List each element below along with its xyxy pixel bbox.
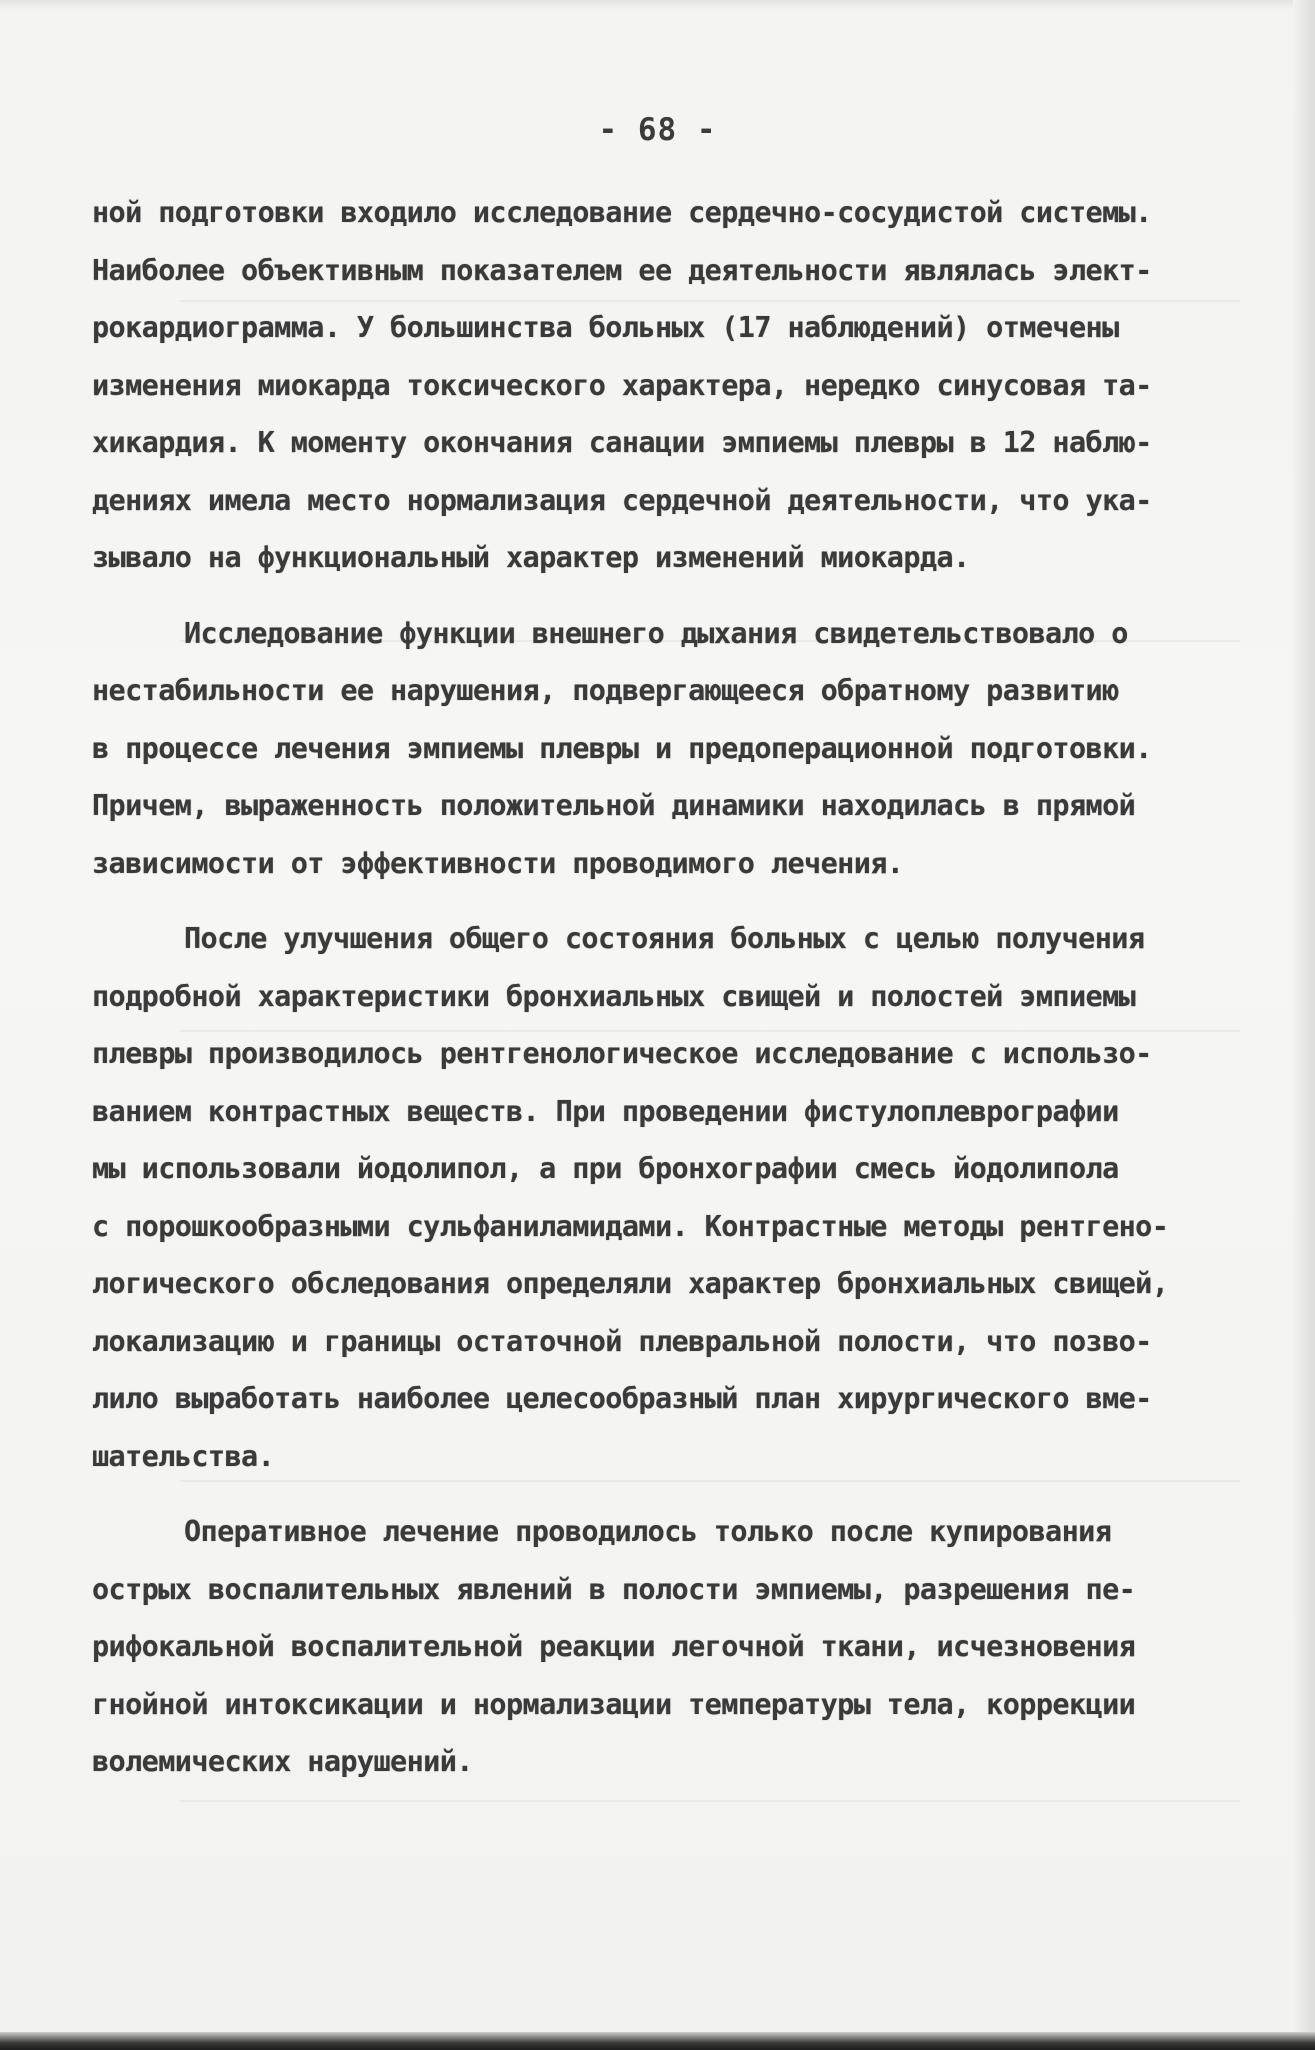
text-line: плевры производилось рентгенологическое исследование с использо- [92, 1037, 1152, 1070]
paragraph-2 [92, 605, 1257, 893]
text-line: Исследование функции внешнего дыхания свидетельствовало о [184, 616, 1128, 650]
text-line: ванием контрастных веществ. При проведении фистулоплеврографии [92, 1094, 1119, 1128]
text-line: гнойной интоксикации и нормализации температуры тела, коррекции [92, 1687, 1136, 1721]
text-line: Оперативное лечение проводилось только после купирования [184, 1515, 1112, 1548]
text-line: После улучшения общего состояния больных с целью получения [184, 922, 1145, 955]
text-line: ной подготовки входило исследование сердечно-сосудистой системы. [92, 196, 1152, 229]
paragraph-1 [92, 184, 1257, 587]
text-line: волемических нарушений. [92, 1745, 473, 1778]
paragraph-3 [92, 910, 1257, 1485]
text-line: зависимости от эффективности проводимого лечения. [92, 846, 904, 880]
text-line: Причем, выраженность положительной динамики находилась в прямой [92, 789, 1136, 822]
show-through-mark [180, 1800, 1240, 1802]
page-number: - 68 - [598, 112, 717, 148]
text-line: зывало на функциональный характер изменений миокарда. [92, 541, 970, 574]
text-line: острых воспалительных явлений в полости эмпиемы, разрешения пе- [92, 1572, 1136, 1606]
body-text [92, 184, 1257, 1791]
text-line: мы использовали йодолипол, а при бронхографии смесь йодолипола [92, 1152, 1119, 1185]
text-line: шательства. [92, 1439, 275, 1473]
text-line: рокардиограмма. У большинства больных (17 наблюдений) отмечены [92, 311, 1119, 344]
text-line: рифокальной воспалительной реакции легочной ткани, исчезновения [92, 1630, 1136, 1663]
text-line: хикардия. К моменту окончания санации эмпиемы плевры в 12 наблю- [92, 426, 1152, 459]
text-line: логического обследования определяли характер бронхиальных свищей, [92, 1267, 1169, 1300]
page-right-edge [1293, 0, 1315, 2050]
paragraph-4 [92, 1503, 1257, 1791]
text-line: Наиболее объективным показателем ее деятельности являлась элект- [92, 253, 1152, 287]
page-top-edge [0, 0, 1315, 10]
text-line: в процессе лечения эмпиемы плевры и предоперационной подготовки. [92, 731, 1152, 765]
text-line: локализацию и границы остаточной плевральной полости, что позво- [92, 1324, 1152, 1358]
text-line: изменения миокарда токсического характера, нередко синусовая та- [92, 368, 1152, 402]
text-line: с порошкообразными сульфаниламидами. Контрастные методы рентгено- [92, 1209, 1169, 1243]
text-line: лило выработать наиболее целесообразный план хирургического вме- [92, 1382, 1152, 1415]
page-bottom-edge [0, 2032, 1315, 2050]
text-line: подробной характеристики бронхиальных свищей и полостей эмпиемы [92, 979, 1136, 1013]
text-line: дениях имела место нормализация сердечной деятельности, что ука- [92, 483, 1152, 517]
text-line: нестабильности ее нарушения, подвергающееся обратному развитию [92, 674, 1119, 707]
